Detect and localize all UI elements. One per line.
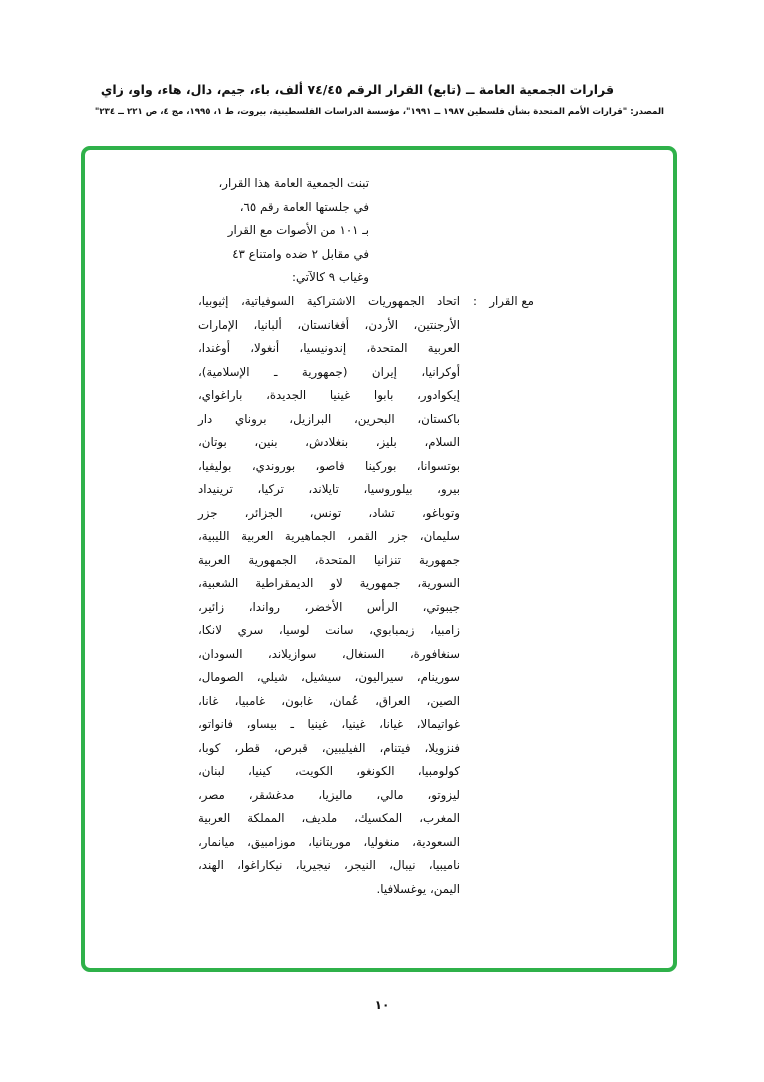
country-list-line: باكستان، البحرين، البرازيل، بروناي دار (198, 411, 460, 426)
adoption-line: وغياب ٩ كالآتي: (291, 270, 369, 284)
country-list-line: بوتسوانا، بوركينا فاصو، بوروندي، بوليفيا، (198, 458, 460, 473)
country-list-line: غواتيمالا، غيانا، غينيا، غينيا ـ بيساو، فانواتو، (198, 717, 460, 731)
country-list-line: بيرو، بيلوروسيا، تايلاند، تركيا، ترينيداد (198, 482, 460, 496)
country-list-line: السعودية، منغوليا، موريتانيا، موزامبيق، ميانمار، (198, 834, 460, 849)
adoption-statement (169, 172, 369, 290)
country-list-line: اتحاد الجمهوريات الاشتراكية السوفياتية، إثيوبيا، (198, 294, 460, 308)
vote-in-favour-label: مع القرار (489, 294, 534, 308)
country-list-line: ناميبيا، نيبال، النيجر، نيجيريا، نيكاراغوا، الهند، (198, 858, 460, 872)
adoption-line: في جلستها العامة رقم ٦٥، (239, 199, 369, 214)
country-list-line: جمهورية تنزانيا المتحدة، الجمهورية العربية (198, 552, 460, 567)
country-list-line: ليزوتو، مالي، ماليزيا، مدغشقر، مصر، (198, 787, 460, 802)
country-list-line: اليمن، يوغسلافيا. (376, 881, 460, 896)
country-list-line: جيبوتي، الرأس الأخضر، رواندا، زائير، (198, 599, 460, 614)
country-list-line: سورينام، سيراليون، سيشيل، شيلي، الصومال، (198, 670, 460, 684)
document-header-title: قرارات الجمعية العامة ــ (تابع) القرار الرقم ٧٤/٤٥ ألف، باء، جيم، دال، هاء، واو، زاي (100, 82, 614, 97)
country-list-line: السلام، بليز، بنغلادش، بنين، بوتان، (198, 435, 460, 449)
adoption-line: تبنت الجمعية العامة هذا القرار، (218, 176, 369, 190)
country-list-line: أوكرانيا، إيران (جمهورية ـ الإسلامية)، (198, 364, 460, 379)
country-list-line: الأرجنتين، الأردن، أفغانستان، ألبانيا، الإمارات (198, 317, 460, 332)
vote-label-colon: : (473, 294, 477, 308)
country-list-line: المغرب، المكسيك، ملديف، المملكة العربية (198, 811, 460, 825)
country-list-line: زامبيا، زيمبابوي، سانت لوسيا، سري لانكا، (198, 623, 460, 637)
countries-in-favour-list (198, 290, 460, 901)
country-list-line: سنغافورة، السنغال، سوازيلاند، السودان، (198, 646, 460, 661)
country-list-line: كولومبيا، الكونغو، الكويت، كينيا، لبنان، (198, 764, 460, 778)
country-list-line: سليمان، جزر القمر، الجماهيرية العربية الليبية، (198, 529, 460, 543)
country-list-line: الصين، العراق، عُمان، غابون، غامبيا، غانا، (198, 693, 460, 708)
page-number: ١٠ (374, 998, 390, 1012)
document-source-citation: المصدر: "قرارات الأمم المتحدة بشأن فلسطين ١٩٨٧ ــ ١٩٩١"، مؤسسة الدراسات الفلسطينية، بيروت، ط ١، ١٩٩٥، مج ٤، ص ٢٢١ ــ ٢٣٤" (94, 107, 664, 117)
country-list-line: السورية، جمهورية لاو الديمقراطية الشعبية، (198, 576, 460, 590)
country-list-line: العربية المتحدة، إندونيسيا، أنغولا، أوغندا، (198, 341, 460, 355)
adoption-line: في مقابل ٢ ضده وامتناع ٤٣ (232, 246, 369, 261)
country-list-line: وتوباغو، تشاد، تونس، الجزائر، جزر (198, 505, 460, 520)
country-list-line: فنزويلا، فيتنام، الفيليبين، قبرص، قطر، كوبا، (198, 740, 460, 755)
adoption-line: بـ ١٠١ من الأصوات مع القرار (227, 223, 369, 237)
country-list-line: إيكوادور، بابوا غينيا الجديدة، باراغواي، (198, 388, 460, 402)
